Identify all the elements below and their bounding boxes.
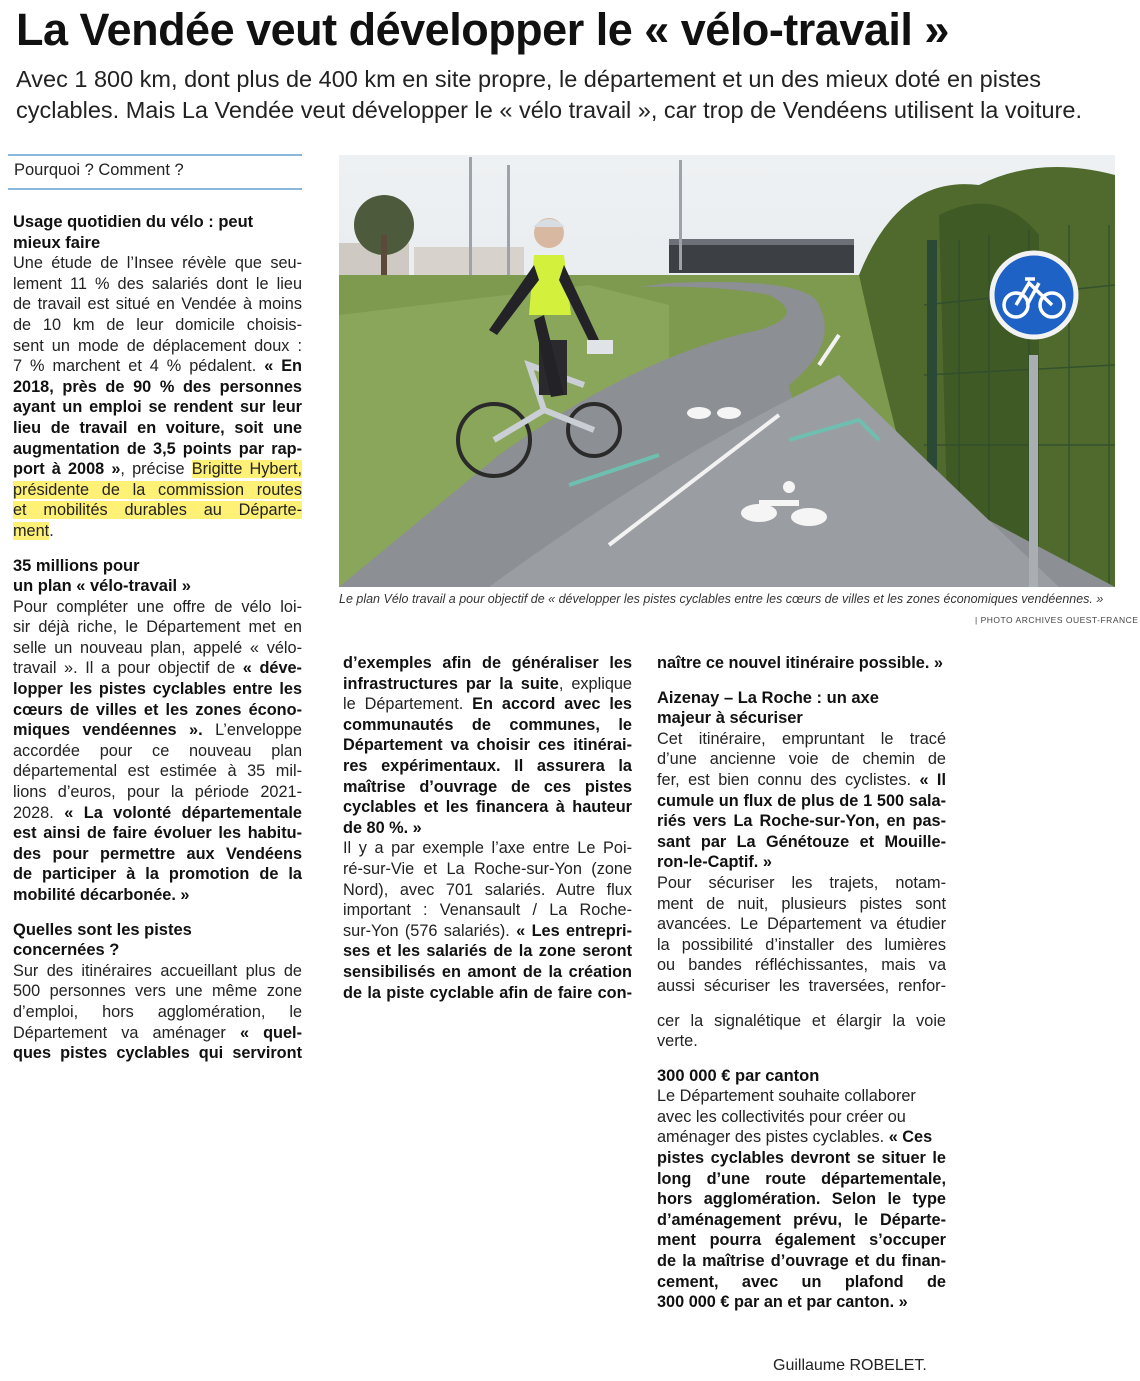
text-line: Cet itinéraire, empruntant le tracé	[657, 729, 946, 748]
text-line	[13, 500, 302, 521]
text-run: port à 2008 »	[13, 460, 121, 479]
text-run: « Ces	[888, 1128, 933, 1147]
text-line: accordée pour ce nouveau plan	[13, 741, 302, 760]
text-line: cœurs de villes et les zones écono-	[13, 700, 302, 719]
text-line: Il y a par exemple l’axe entre Le Poi-	[343, 839, 632, 858]
text-line: avec les collectivités pour créer ou	[657, 1107, 906, 1126]
text-line: res expérimentaux. Il assurera la	[343, 756, 632, 775]
text-line: lopper les pistes cyclables entre les	[13, 680, 302, 699]
text-line: d’exemples afin de généraliser les	[343, 654, 632, 672]
text-line: riés vers La Roche-sur-Yon, en pas-	[657, 812, 946, 831]
text-line: sant par La Génétouze et Mouille-	[657, 832, 946, 851]
text-line: ou bandes réfléchissantes, mais va	[657, 956, 946, 975]
text-line: est ainsi de faire évoluer les habitu-	[13, 824, 302, 843]
text-line: 300 000 € par an et par canton. »	[657, 1293, 908, 1312]
section-heading: un plan « vélo-travail »	[13, 577, 191, 596]
highlighted-text: Brigitte Hybert,	[191, 460, 302, 479]
text-line: selle un nouveau plan, appelé « vélo-	[13, 638, 302, 657]
highlighted-text: et mobilités durables au Départe-	[13, 501, 302, 520]
text-line: d’aménagement prévu, le Départe-	[657, 1210, 946, 1229]
text-line: aussi sécuriser les traversées, renfor-	[657, 976, 946, 995]
section-heading: concernées ?	[13, 941, 120, 960]
text-line: 2018, près de 90 % des personnes	[13, 377, 302, 396]
text-line: Sur des itinéraires accueillant plus de	[13, 961, 302, 980]
text-line: de la maîtrise d’ouvrage et du finan-	[657, 1252, 946, 1271]
text-run: « Il	[919, 770, 946, 789]
text-line: communautés de communes, le	[343, 715, 632, 734]
text-line	[13, 658, 302, 679]
text-run: , explique	[558, 674, 632, 693]
byline: Guillaume ROBELET.	[773, 1357, 927, 1374]
text-run: « déve-	[242, 659, 302, 678]
text-line: de 10 km de leur domicile choisis-	[13, 315, 302, 334]
text-run: aménager des pistes cyclables.	[657, 1128, 889, 1147]
section-heading: 35 millions pour	[13, 556, 140, 575]
text-line: naître ce nouvel itinéraire possible. »	[657, 654, 943, 672]
section-heading: majeur à sécuriser	[657, 709, 803, 728]
text-line: d’une ancienne voie de chemin de	[657, 750, 946, 769]
section-heading: mieux faire	[13, 233, 101, 252]
text-line	[657, 770, 946, 791]
highlighted-text: ment	[13, 521, 50, 540]
text-run: « La volonté départementale	[64, 803, 302, 822]
text-run: 7 % marchent et 4 % pédalent.	[13, 357, 265, 376]
text-line: départemental est estimée à 35 mil-	[13, 762, 302, 781]
text-line: maîtrise d’ouvrage de ces pistes	[343, 777, 632, 796]
text-line: verte.	[657, 1032, 698, 1051]
text-run: « quel-	[239, 1023, 302, 1042]
column-1	[13, 212, 302, 1064]
text-line: ment pourra également s’occuper	[657, 1231, 946, 1250]
paragraph-gap	[13, 906, 302, 920]
text-line: cumule un flux de plus de 1 500 sala-	[657, 791, 946, 810]
text-line: 500 personnes vers une même zone	[13, 982, 302, 1001]
text-line	[13, 521, 302, 542]
lede	[16, 64, 1126, 126]
text-line	[13, 720, 302, 741]
text-line: ses et les salariés de la zone seront	[343, 942, 632, 961]
text-line: avancées. Le Département va étudier	[657, 915, 946, 934]
text-line: la possibilité d’installer des lumières	[657, 935, 946, 954]
kicker: Pourquoi ? Comment ?	[14, 161, 184, 179]
text-line: ron-le-Captif. »	[657, 853, 772, 872]
text-run: « Les entrepri-	[516, 921, 632, 940]
text-line	[13, 480, 302, 501]
paragraph-gap	[657, 1052, 946, 1066]
text-line: Département va choisir ces itinérai-	[343, 736, 632, 755]
column-3	[657, 653, 946, 1313]
text-run: 2028.	[13, 803, 65, 822]
text-line	[13, 356, 302, 377]
text-line: cement, avec un plafond de	[657, 1272, 946, 1291]
lede-line: Avec 1 800 km, dont plus de 400 km en site propre, le département et un des mieux doté en pistes	[16, 66, 1042, 92]
text-run: L’enveloppe	[202, 721, 302, 740]
text-run: le Département.	[343, 695, 473, 714]
text-line: d’emploi, hors agglomération, le	[13, 1002, 302, 1021]
text-line: ques pistes cyclables qui serviront	[13, 1044, 302, 1063]
text-line: Pour compléter une offre de vélo loi-	[13, 597, 302, 616]
text-line: de la piste cyclable afin de faire con-	[343, 983, 632, 1002]
text-line	[343, 921, 632, 942]
section-heading: Usage quotidien du vélo : peut	[13, 213, 254, 231]
paragraph-gap	[13, 542, 302, 556]
text-line: hors agglomération. Selon le type	[657, 1190, 946, 1209]
text-line: lieu de travail en voiture, soit une	[13, 418, 302, 437]
bicycle-sign-icon	[992, 253, 1076, 337]
text-run: sur-Yon (576 salariés).	[343, 921, 517, 940]
section-heading: Aizenay – La Roche : un axe	[657, 688, 879, 707]
column-2	[343, 653, 632, 1003]
text-line: Une étude de l’Insee révèle que seu-	[13, 254, 302, 273]
text-line: lions d’euros, pour la période 2021-	[13, 783, 302, 802]
photo-caption: Le plan Vélo travail a pour objectif de « développer les pistes cyclables entre les cœurs de villes et les zones économiques vendéennes. »	[339, 592, 1104, 606]
text-run: .	[49, 521, 54, 540]
text-line: augmentation de 3,5 points par rap-	[13, 439, 302, 458]
text-line: de participer à la promotion de la	[13, 865, 302, 884]
text-line: Nord), avec 701 salariés. Autre flux	[343, 880, 632, 899]
text-run: En accord avec les	[472, 695, 632, 714]
text-run: , précise	[120, 460, 192, 479]
text-line: sent un mode de déplacement doux :	[13, 336, 302, 355]
text-run: infrastructures par la suite	[343, 674, 559, 693]
text-line: long d’une route départementale,	[657, 1169, 946, 1188]
section-heading: Quelles sont les pistes	[13, 920, 192, 939]
text-line: pistes cyclables devront se situer le	[657, 1149, 946, 1168]
text-line	[657, 1127, 946, 1148]
text-line: des pour permettre aux Vendéens	[13, 844, 302, 863]
text-line: Pour sécuriser les trajets, notam-	[657, 873, 946, 892]
text-line: ayant un emploi se rendent sur leur	[13, 398, 302, 417]
text-line	[343, 694, 632, 715]
photo-cyclist-bike-path	[339, 155, 1115, 587]
section-heading: 300 000 € par canton	[657, 1066, 820, 1085]
text-line: ment de nuit, plusieurs pistes sont	[657, 894, 946, 913]
text-line: ré-sur-Vie et La Roche-sur-Yon (zone	[343, 859, 632, 878]
text-line	[343, 674, 632, 695]
text-line	[13, 459, 302, 480]
text-run: miques vendéennes ».	[13, 721, 203, 740]
text-line: de 80 %. »	[343, 818, 422, 837]
headline: La Vendée veut développer le « vélo-travail »	[16, 4, 949, 55]
text-line: mobilité décarbonée. »	[13, 886, 190, 904]
text-run: travail ». Il a pour objectif de	[13, 659, 243, 678]
text-line: cer la signalétique et élargir la voie	[657, 1011, 946, 1030]
text-line: Le Département souhaite collaborer	[657, 1087, 916, 1106]
text-run: « En	[264, 357, 303, 376]
text-run: Département va aménager	[13, 1023, 240, 1042]
paragraph-gap	[657, 674, 946, 688]
text-line: cyclables et les financera à hauteur	[343, 798, 632, 817]
text-line	[13, 803, 302, 824]
text-line: de travail est situé en Vendée à moins	[13, 295, 302, 314]
text-line: sensibilisés en amont de la création	[343, 962, 632, 981]
text-line: lement 11 % des salariés dont le lieu	[13, 274, 302, 293]
photo-credit: | PHOTO ARCHIVES OUEST-FRANCE	[975, 615, 1139, 625]
text-run: fer, est bien connu des cyclistes.	[657, 770, 920, 789]
text-line: sir déjà riche, le Département met en	[13, 618, 302, 637]
text-line: important : Venansault / La Roche-	[343, 901, 632, 920]
lede-line: cyclables. Mais La Vendée veut développer le « vélo travail », car trop de Vendéens utilisent la voiture.	[16, 97, 1082, 123]
paragraph-gap	[657, 997, 946, 1011]
text-line	[13, 1023, 302, 1044]
highlighted-text: présidente de la commission routes	[13, 480, 302, 499]
